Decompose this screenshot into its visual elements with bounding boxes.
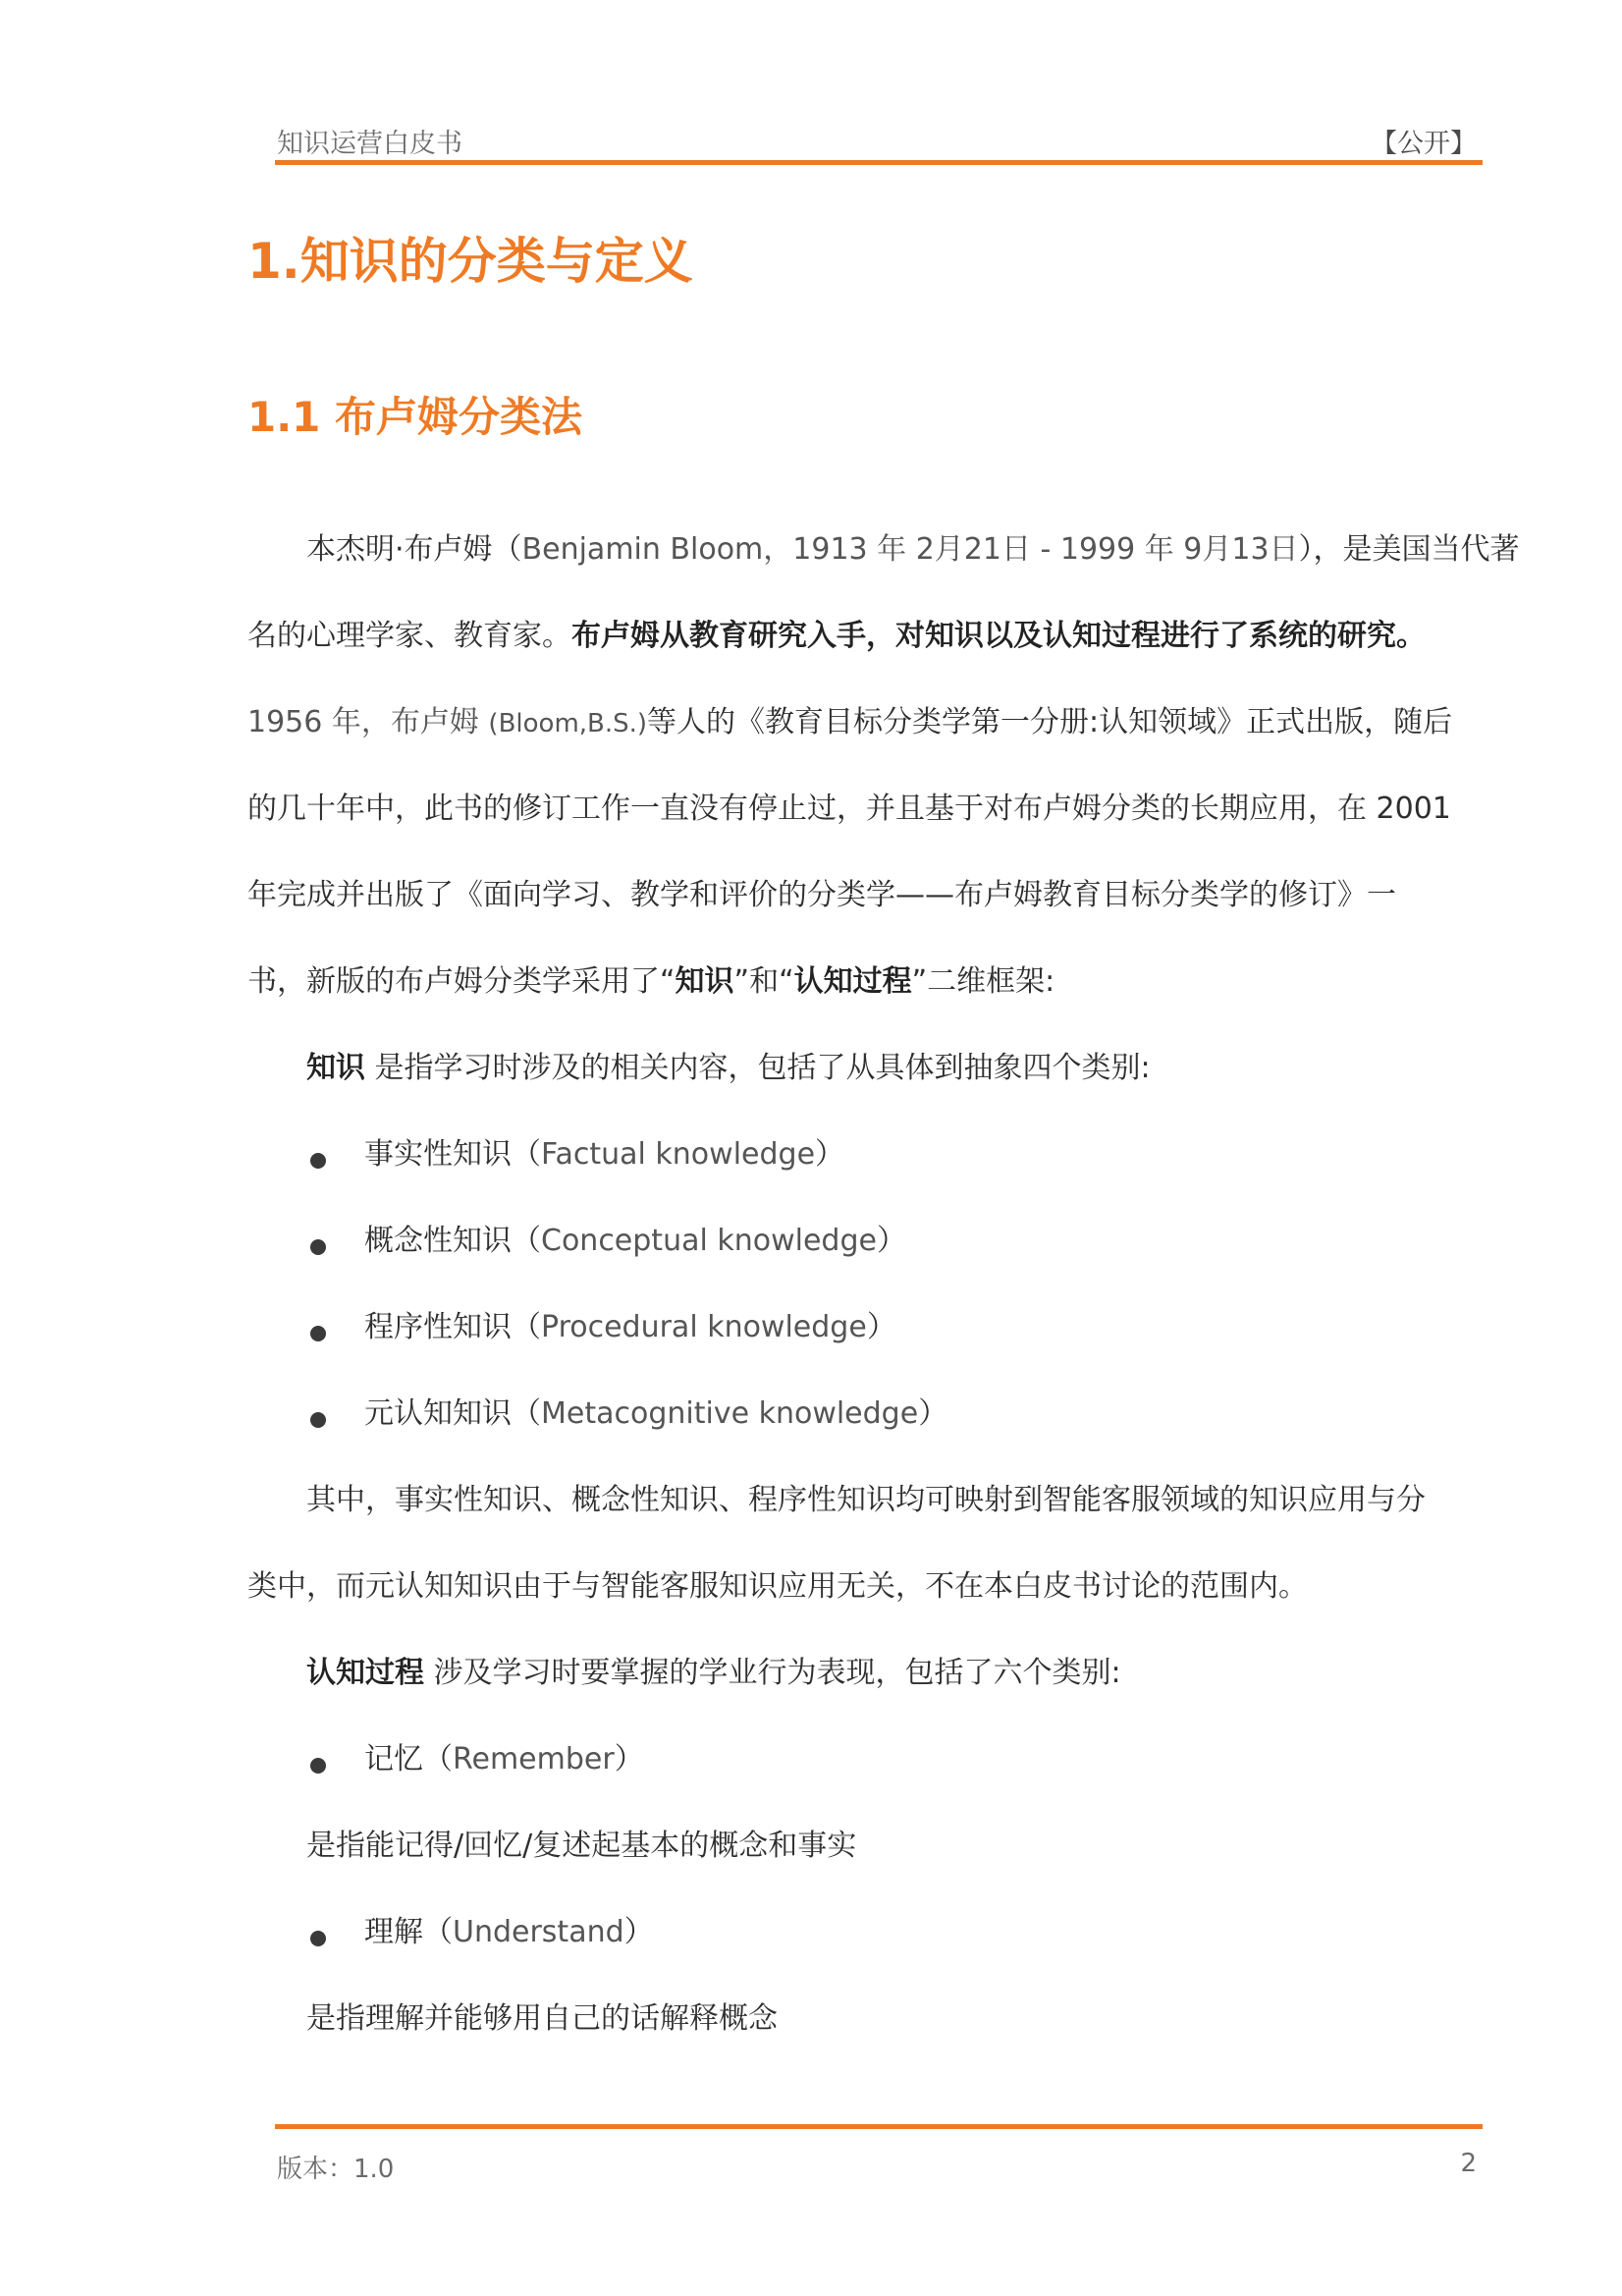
knowledge-item-factual: 事实性知识（Factual knowledge） (364, 1137, 845, 1172)
bullet-icon (310, 1153, 326, 1169)
header-title: 知识运营白皮书 (277, 129, 462, 159)
bullet-icon (310, 1931, 326, 1946)
page-number: 2 (1460, 2149, 1477, 2178)
intro-line-1: 本杰明·布卢姆（Benjamin Bloom，1913 年 2月21日 - 1999 年 9月13日），是美国当代著 (306, 532, 1520, 567)
knowledge-item-procedural: 程序性知识（Procedural knowledge） (364, 1310, 896, 1344)
cognitive-item-remember-desc: 是指能记得/回忆/复述起基本的概念和事实 (306, 1829, 857, 1863)
intro-line-6: 书，新版的布卢姆分类学采用了“知识”和“认知过程”二维框架: (247, 964, 1055, 999)
subsection-heading: 1.1 布卢姆分类法 (247, 393, 583, 441)
intro-line-3: 1956 年，布卢姆 (Bloom,B.S.)等人的《教育目标分类学第一分册:认知领域》正式出版，随后 (247, 705, 1453, 739)
bullet-icon (310, 1326, 326, 1341)
bullet-icon (310, 1758, 326, 1774)
knowledge-item-metacognitive: 元认知知识（Metacognitive knowledge） (364, 1396, 948, 1431)
header-rule (275, 160, 1483, 165)
knowledge-item-conceptual: 概念性知识（Conceptual knowledge） (364, 1224, 906, 1258)
bullet-icon (310, 1412, 326, 1428)
intro-line-2: 名的心理学家、教育家。布卢姆从教育研究入手，对知识以及认知过程进行了系统的研究。 (247, 619, 1426, 653)
knowledge-definition: 知识 是指学习时涉及的相关内容，包括了从具体到抽象四个类别: (306, 1051, 1151, 1085)
cognitive-item-understand: 理解（Understand） (364, 1915, 654, 1949)
cognitive-item-understand-desc: 是指理解并能够用自己的话解释概念 (306, 2001, 778, 2036)
cognitive-definition: 认知过程 涉及学习时要掌握的学业行为表现，包括了六个类别: (306, 1656, 1121, 1690)
knowledge-note-line-2: 类中，而元认知知识由于与智能客服知识应用无关，不在本白皮书讨论的范围内。 (247, 1569, 1308, 1604)
intro-line-4: 的几十年中，此书的修订工作一直没有停止过，并且基于对布卢姆分类的长期应用，在 2001 (247, 792, 1451, 826)
footer-version: 版本：1.0 (277, 2155, 395, 2184)
knowledge-note-line-1: 其中，事实性知识、概念性知识、程序性知识均可映射到智能客服领域的知识应用与分 (306, 1483, 1426, 1517)
cognitive-item-remember: 记忆（Remember） (364, 1742, 644, 1777)
intro-line-5: 年完成并出版了《面向学习、教学和评价的分类学——布卢姆教育目标分类学的修订》一 (247, 878, 1396, 912)
footer-rule (275, 2124, 1483, 2129)
bullet-icon (310, 1239, 326, 1255)
header-classification: 【公开】 (1371, 129, 1477, 159)
section-heading: 1.知识的分类与定义 (247, 233, 693, 290)
